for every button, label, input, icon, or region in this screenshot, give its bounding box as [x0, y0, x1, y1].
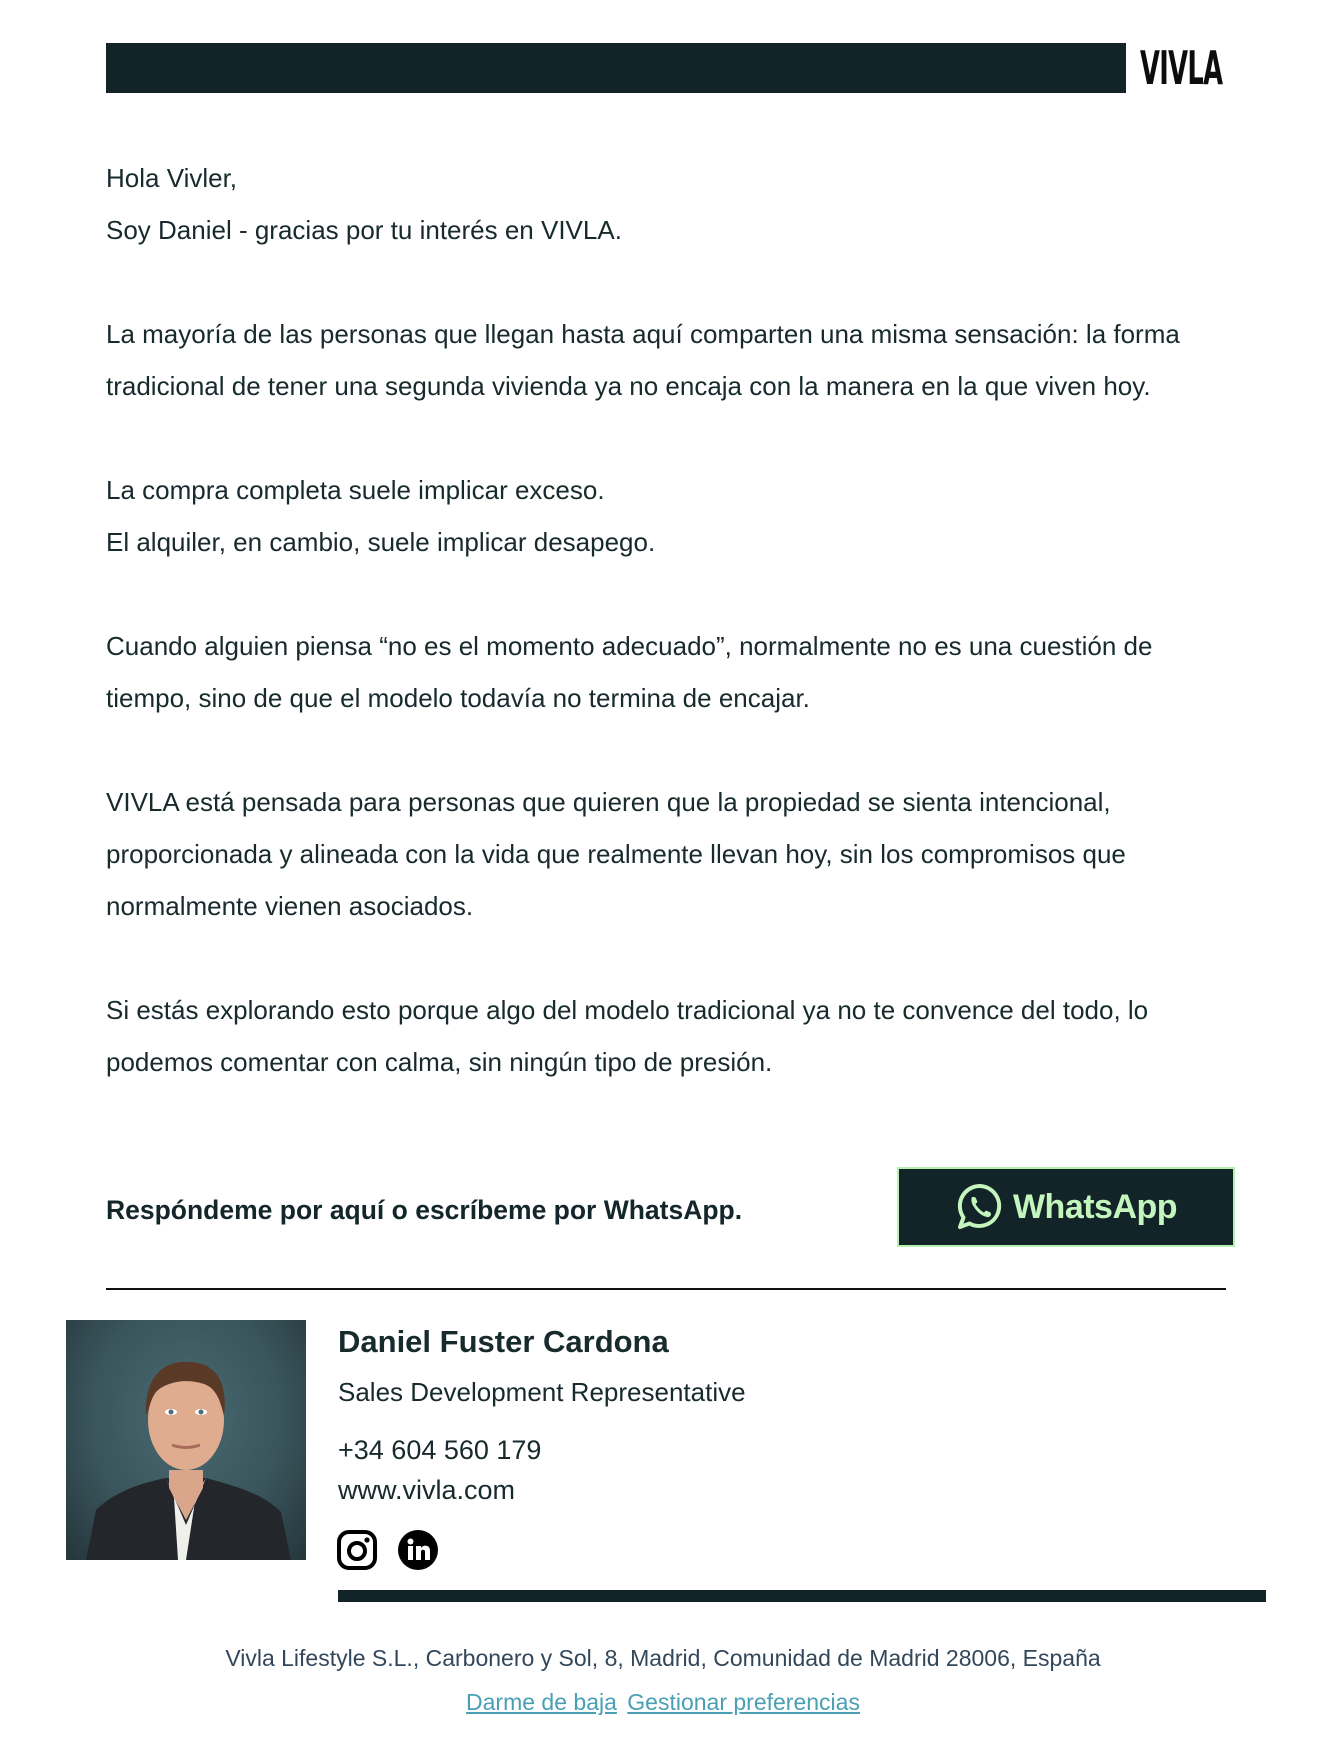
signature-website-link[interactable]: www.vivla.com: [338, 1475, 516, 1505]
signature-phone[interactable]: +34 604 560 179: [338, 1435, 542, 1465]
footer-address: Vivla Lifestyle S.L., Carbonero y Sol, 8, Madrid, Comunidad de Madrid 28006, España: [225, 1645, 1101, 1671]
whatsapp-button[interactable]: [897, 1167, 1235, 1247]
portrait-image: [66, 1320, 306, 1560]
paragraph: Si estás explorando esto porque algo del modelo tradicional ya no te convence del todo, lo podemos comentar con calma, sin ningún tipo de presión.: [106, 995, 1149, 1077]
instagram-link[interactable]: [337, 1530, 377, 1570]
linkedin-link[interactable]: [398, 1530, 438, 1570]
paragraph: El alquiler, en cambio, suele implicar desapego.: [106, 527, 656, 557]
linkedin-icon: [398, 1530, 438, 1570]
signature-bottom-bar: [338, 1590, 1266, 1602]
email-body: [106, 152, 1236, 1140]
cta-text: Respóndeme por aquí o escríbeme por WhatsApp.: [106, 1195, 743, 1225]
instagram-icon: [337, 1530, 377, 1570]
intro: Soy Daniel - gracias por tu interés en VIVLA.: [106, 215, 622, 245]
signature-name: Daniel Fuster Cardona: [338, 1324, 669, 1359]
whatsapp-button-label: WhatsApp: [1012, 1187, 1178, 1226]
divider: [106, 1288, 1226, 1290]
paragraph: La mayoría de las personas que llegan hasta aquí comparten una misma sensación: la forma tradicional de tener una segunda vivienda ya no encaja con la manera en la que viven hoy.: [106, 319, 1180, 401]
unsubscribe-link[interactable]: Darme de baja: [466, 1689, 617, 1715]
paragraph: VIVLA está pensada para personas que quieren que la propiedad se sienta intencional, proporcionada y alineada con la vida que realmente llevan hoy, sin los compromisos que normalmente vienen asociados.: [106, 787, 1126, 921]
avatar: [66, 1320, 306, 1560]
vivla-logo[interactable]: VIVLA: [1140, 41, 1223, 95]
manage-preferences-link[interactable]: Gestionar preferencias: [627, 1689, 860, 1715]
paragraph: La compra completa suele implicar exceso.: [106, 475, 605, 505]
header-bar: [106, 43, 1126, 93]
greeting: Hola Vivler,: [106, 163, 238, 193]
paragraph: Cuando alguien piensa “no es el momento adecuado”, normalmente no es una cuestión de tiempo, sino de que el modelo todavía no termina de encajar.: [106, 631, 1153, 713]
signature-title: Sales Development Representative: [338, 1377, 746, 1407]
footer-links: [0, 1686, 1326, 1718]
whatsapp-icon: [955, 1182, 1005, 1232]
